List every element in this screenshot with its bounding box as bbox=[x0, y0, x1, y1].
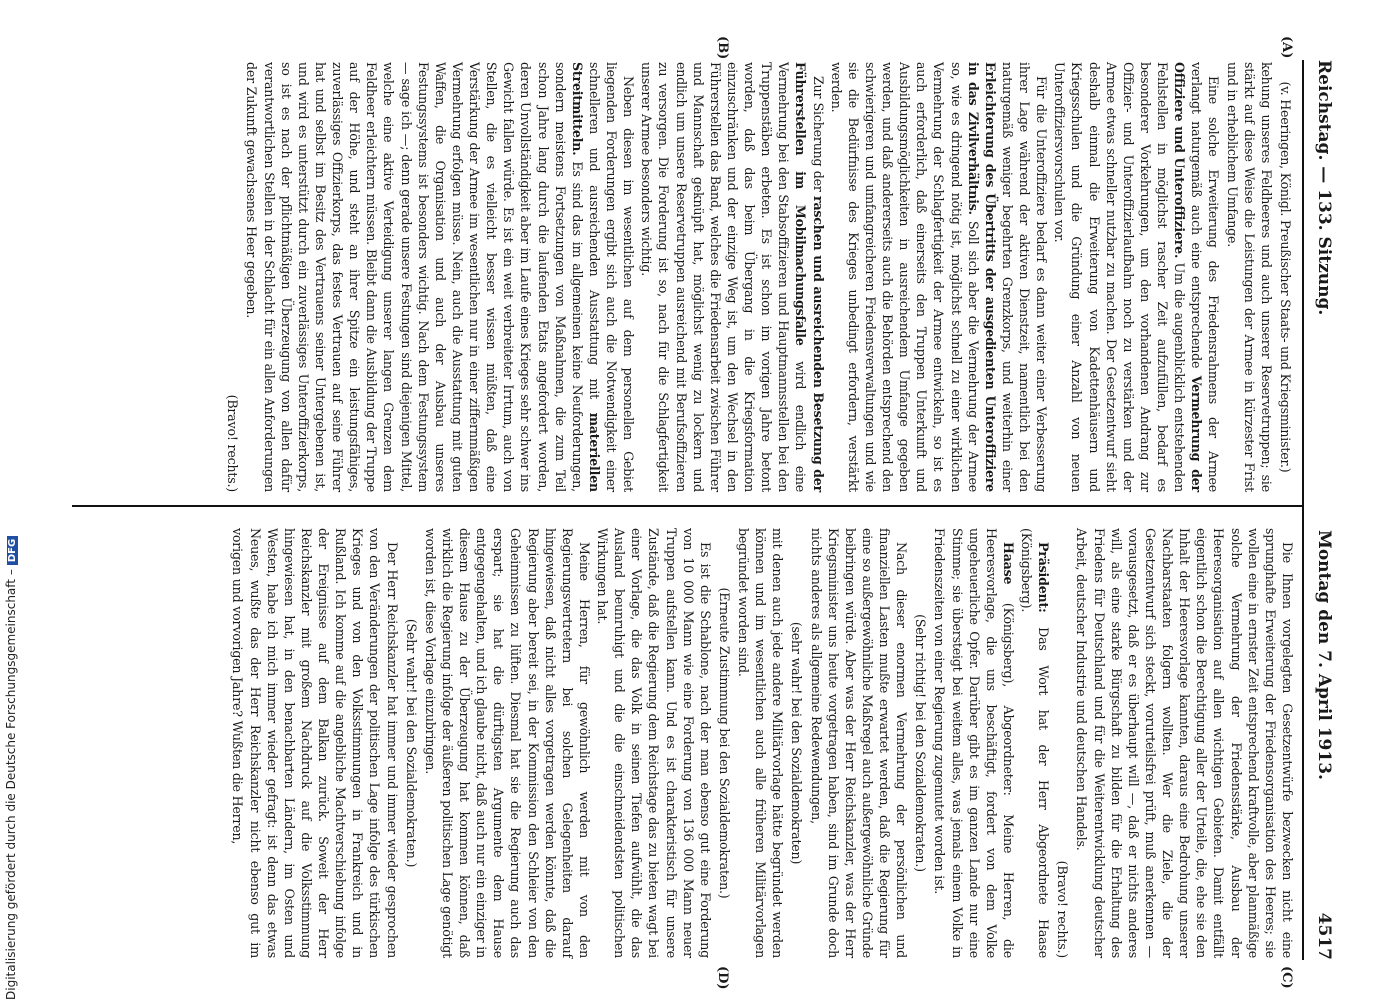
margin-mark-a: (A) bbox=[1279, 36, 1294, 59]
applause-note: (Bravo! rechts.) bbox=[1055, 860, 1071, 958]
paragraph: kehung unseres Feldheeres und auch unserer Reservetruppen; sie stärkt auf diese Weise die Leistungen der Armee in kürzester Frist und in erheblichem Umfange. bbox=[1224, 62, 1274, 492]
interjection: (Sehr wahr! bei den Sozialdemokraten.) bbox=[403, 618, 419, 868]
dfg-logo: DFG bbox=[7, 536, 18, 565]
digitization-credit bbox=[4, 0, 24, 1000]
paragraph: Der Herr Reichskanzler hat immer und immer wieder gesprochen von den Veränderungen der politischen Lage infolge des türkischen Krieges und von den Volksstimmungen in Frankreich und in Rußland. Ich komme auf die angebliche Machtverschiebung infolge der Ereignisse auf dem Balkan zurück. Soweit der Herr Reichskanzler mit großem Nachdruck auf die Volksstimmung hingewiesen hat, in den benachbarten Ländern, im Osten und Westen, habe ich mich immer wieder gefragt: ist denn das etwas Neues, wußte das der Herr Reichskanzler nicht ebenso gut im vorigen und vorvorigen Jahre? Wußten die Herren, bbox=[230, 528, 400, 958]
president-paragraph: Präsident: Das Wort hat der Herr Abgeordnete Haase (Königsberg). bbox=[1019, 528, 1052, 958]
credit-text: Digitalisierung gefördert durch die Deutsche Forschungsgemeinschaft – bbox=[4, 569, 18, 1000]
paragraph: Neben diesen im wesentlichen auf dem personellen Gebiet liegenden Forderungen ergibt sich auch die Notwendigkeit einer schnelleren und ausreichenden Ausstattung mit materiellen Streitmitteln. Es sind das im allgemeinen keine Neuforderungen, sondern meistens Fortsetzungen von Maßnahmen, die zum Teil schon Jahre lang durch die laufenden Etats angefordert worden, deren Unvollständigkeit aber im Laufe eines Krieges sehr schwer ins Gewicht fallen würde. Es ist ein weit verbreiteter Irrtum, auch von Stellen, die es vielleicht besser wissen müßten, daß eine Verstärkung der Armee im wesentlichen nur in einer ziffernmäßigen Vermehrung erfolgen müsse. Nein, auch die Ausstattung mit guten Waffen, die Organisation und auch der Ausbau unseres Festungssystems ist besonders wichtig. Nach dem Festungssystem — sage ich —; denn gerade unsere Festungen sind diejenigen Mittel, welche eine aktive Verteidigung unserer langen Grenzen dem Feldheer erleichtern müssen. Bleibt dann die Ausbildung der Truppe auf der Höhe, und steht an ihrer Spitze ein leistungsfähiges, zuverlässiges Offizierkorps, das festes Vertrauen auf seine Führer hat und selbst im Besitz des Vertrauens seiner Untergebenen ist, und wird es unterstützt durch ein zuverlässiges Unteroffizierkorps, so ist es nach der pflichtmäßigen Überzeugung von allen dafür verantwortlichen Stellen in der Schlacht für ein allen Anforderungen der Zukunft gewachsenes Heer gegeben. bbox=[244, 62, 637, 492]
paragraph: mit denen auch jede andere Militärvorlage hätte begründet werden können und im wesentlichen auch alle früheren Militärvorlagen begründet worden sind. bbox=[736, 528, 786, 958]
bold-phrase: Erleichterung des Übertritts der ausgedienten Unteroffiziere in das Zivilverhältnis. bbox=[965, 62, 998, 492]
paragraph: Eine solche Erweiterung des Friedensrahmens der Armee verlangt naturgemäß auch eine entsprechende Vermehrung der Offiziere und Unteroffiziere. Um die augenblicklich entstehenden Fehlstellen in möglichst rascher Zeit aufzufüllen, bedarf es besonderer Vorkehrungen, um den vorhandenen Andrang zur Offizier- und Unteroffizierlaufbahn noch zu verstärken und der Armee etwas schneller nutzbar zu machen. Der Gesetzentwurf sieht deshalb einmal die Erweiterung von Kadettenhäusern und Kriegsschulen und die Gründung einer Anzahl von neuen Unteroffiziersvorschulen vor. bbox=[1052, 62, 1222, 492]
speaker-paragraph: Haase (Königsberg), Abgeordneter: Meine Herren, die Heeresvorlage, die uns beschäftigt, fordert von dem Volke ungeheuerliche Opfer. Darüber gibt es im ganzen Lande nur eine Stimme; sie übersteigt bei weitem alles, was jemals einem Volke in Friedenszeiten von einer Regierung zugemutet worden ist. bbox=[932, 528, 1016, 958]
bold-phrase: materiellen Streitmitteln. bbox=[569, 62, 602, 492]
interjection: (sehr wahr! bei den Sozialdemokraten) bbox=[789, 621, 805, 865]
bold-phrase: raschen und ausreichenden Besetzung der Führerstellen im Mobilmachungsfalle bbox=[793, 62, 826, 492]
header-date: Montag den 7. April 1913. bbox=[1314, 530, 1334, 780]
margin-mark-c: (C) bbox=[1279, 966, 1294, 989]
paragraph: Meine Herren, für gewöhnlich werden mit von den Regierungsvertretern bei solchen Gelegenheiten darauf hingewiesen, daß nicht alles vorgetragen werden könnte, daß die Regierung aber bereit sei, in der Kommission den Schleier von den Geheimnissen zu lüften. Diesmal hat sie die Regierung auch das erspart; sie hat die dürftigsten Argumente dem Hause entgegengehalten, und ich glaube nicht, daß auch nur ein einziger in diesem Hause zu der Überzeugung hat kommen können, daß wirklich die Regierung infolge der äußeren politischen Lage genötigt worden ist, diese Vorlage einzubringen. bbox=[422, 528, 592, 958]
paragraph: Für die Unteroffiziere bedarf es dann weiter einer Verbesserung ihrer Lage während der aktiven Dienstzeit, namentlich bei den naturgemäß weniger begehrten Grenzkorps, und weiterhin einer Erleichterung des Übertritts der ausgedienten Unteroffiziere in das Zivilverhältnis. Soll sich aber die Vermehrung der Armee so, wie es dringend nötig ist, möglichst schnell zu einer wirklichen Vermehrung der Schlagfertigkeit der Armee entwickeln, so ist es auch erforderlich, daß einerseits den Truppen Unterkunft und Ausbildungsmöglichkeiten in ausreichendem Umfange gegeben werden, und daß andererseits auch die Behörden entsprechend den schwierigeren und umfangreicheren Friedensverwaltungen und wie sie die Bedürfnisse des Krieges unbedingt erfordern, verstärkt werden. bbox=[828, 62, 1050, 493]
header-rule bbox=[1302, 60, 1304, 960]
paragraph: Es ist die Schablone, nach der man ebenso gut eine Forderung von 10 000 Mann wie eine Forderung von 136 000 Mann neuer Truppen aufstellen kann. Und es ist charakteristisch für unsere Zustände, daß die Regierung dem Reichstage das zu bieten wagt bei einer Vorlage, die das Volk in seinen Tiefen aufwühlt, die das Ausland beunruhigt und die die einschneidendsten politischen Wirkungen hat. bbox=[595, 528, 713, 958]
interjection: (Erneute Zustimmung bei den Sozialdemokraten.) bbox=[717, 587, 732, 899]
speaker-name: Haase bbox=[1001, 542, 1016, 585]
rotated-page bbox=[40, 0, 1340, 1000]
speaker-line: (v. Heeringen, Königl. Preußischer Staats- und Kriegsminister.) bbox=[1278, 81, 1293, 473]
right-column bbox=[228, 528, 1296, 958]
margin-mark-d: (D) bbox=[715, 966, 730, 990]
bold-phrase: Vermehrung der Offiziere und Unteroffiziere. bbox=[1172, 62, 1205, 492]
paragraph: Nach dieser enormen Vermehrung der persönlichen und finanziellen Lasten mußte erwartet werden, daß die Regierung für eine so außergewöhnliche Maßregel auch außergewöhnliche Gründe beibringen würde. Aber was der Herr Reichskanzler, was der Herr Kriegsminister uns heute vorgetragen haben, sind im Grunde doch nichts anderes als allgemeine Redewendungen, bbox=[808, 528, 910, 958]
applause-note: (Bravo! rechts.) bbox=[225, 394, 241, 492]
paragraph: Zur Sicherung der raschen und ausreichenden Besetzung der Führerstellen im Mobilmachungsfalle wird endlich eine Vermehrung bei den Stabsoffizieren und Hauptmannsstellen bei den Truppenstäben erbeten. Es ist schon im vorigen Jahre betont worden, daß das beim Übergang in die Kriegsformation einzuschränken und der einzige Weg ist, um den Wechsel in den Führerstellen das Band, welches die Friedensarbeit zwischen Führer und Mannschaft geknüpft hat, möglichst wenig zu lockern und endlich um unsere Reservetruppen ausreichend mit Berufsoffizieren zu versorgen. Die Forderung ist so, nach für die Schlagfertigkeit unserer Armee besonders wichtig. bbox=[639, 62, 826, 492]
paragraph: Die Ihnen vorgelegten Gesetzentwürfe bezwecken nicht eine sprunghafte Erweiterung der Friedensorganisation des Heeres; sie wollen eine in ernster Zeit entsprechend kraftvolle, aber planmäßige solche Vermehrung der Friedensstärke, Ausbau der Heeresorganisation auf allen wichtigen Gebieten. Damit entfällt eigentlich schon die Berechtigung aller der Urteile, die, ehe sie den Inhalt der Heeresvorlage kannten, daraus eine Bedrohung unserer Nachbarstaaten folgern wollten. Wer die Ziele, die der Gesetzentwurf sich steckt, vorurteilsfrei prüft, muß anerkennen — vorausgesetzt, daß er es überhaupt will —, daß er nichts anderes will, als eine starke Bürgschaft zu bilden für die Erhaltung des Friedens für Deutschland und für die Weiterentwicklung deutscher Arbeit, deutscher Industrie und deutschen Handels. bbox=[1074, 528, 1295, 958]
margin-mark-b: (B) bbox=[715, 36, 730, 60]
interjection: (Sehr richtig! bei den Sozialdemokraten.) bbox=[913, 614, 929, 872]
header-session: Reichstag. — 133. Sitzung. bbox=[1314, 60, 1334, 316]
column-divider bbox=[72, 505, 1302, 507]
president-label: Präsident: bbox=[1036, 542, 1052, 613]
page-header bbox=[1306, 60, 1334, 960]
page-number: 4517 bbox=[1314, 912, 1334, 960]
left-column bbox=[222, 62, 1296, 492]
